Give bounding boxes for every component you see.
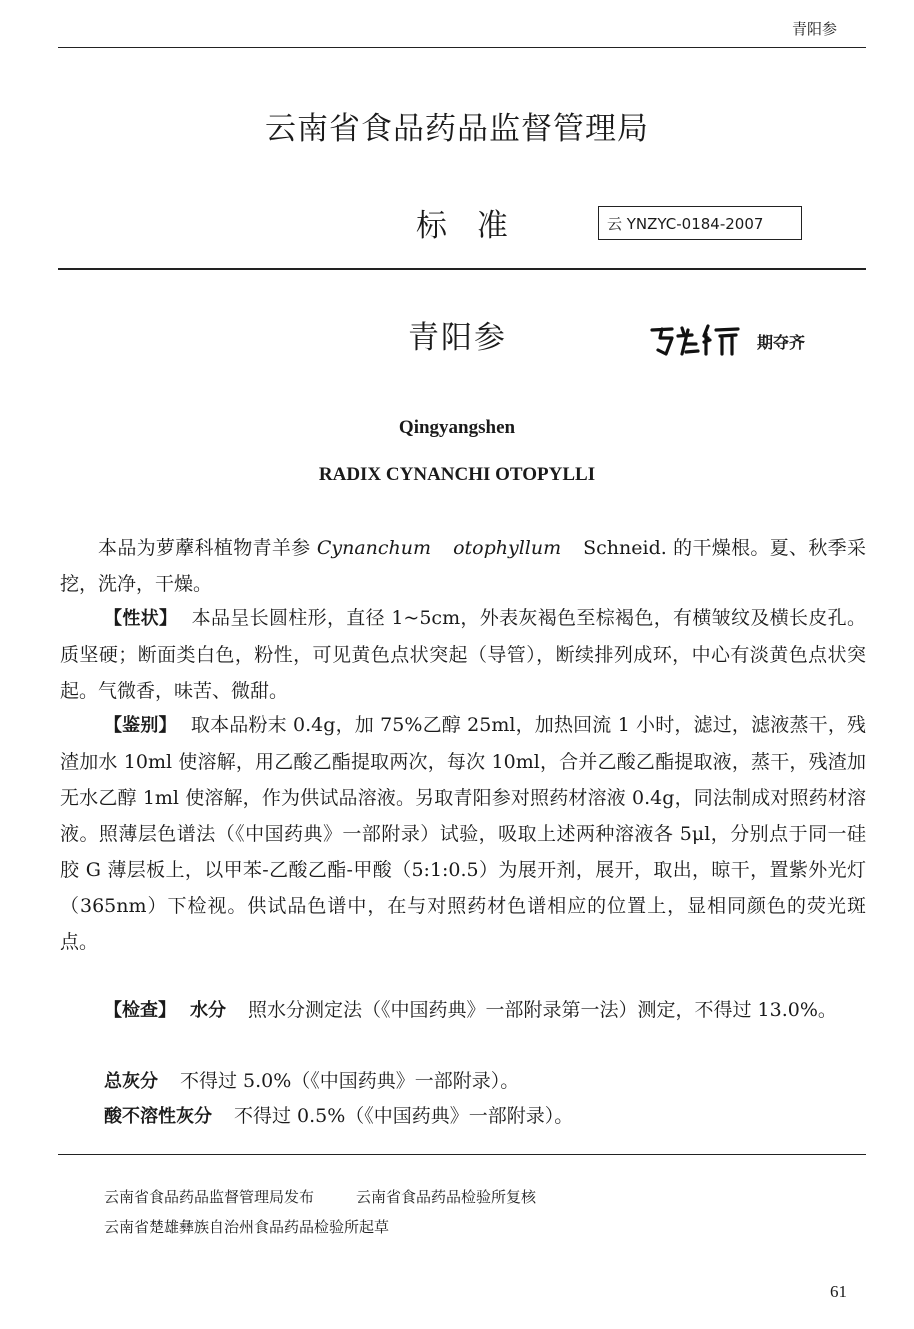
standard-code-box: 云 YNZYC-0184-2007 — [598, 206, 802, 240]
species-epithet: otophyllum — [453, 537, 562, 559]
agency-title: 云南省食品药品监督管理局 — [265, 111, 649, 147]
latin-name: RADIX CYNANCHI OTOPYLLI — [318, 464, 596, 485]
intro-text-2: Schneid. 的干燥根。夏、秋季采挖，洗净，干燥。 — [60, 537, 866, 595]
running-header-title: 青阳参 — [792, 20, 838, 38]
header-rule — [58, 47, 866, 48]
footer-published-by: 云南省食品药品监督管理局发布 — [104, 1188, 315, 1206]
identification-paragraph — [60, 707, 866, 960]
acid-insoluble-ash-line — [60, 1098, 866, 1135]
moisture-text: 照水分测定法（《中国药典》一部附录第一法）测定，不得过 13.0%。 — [248, 999, 837, 1021]
acid-ash-text: 不得过 0.5%（《中国药典》一部附录）。 — [234, 1105, 574, 1127]
inspection-paragraph — [60, 992, 866, 1029]
inspection-heading: 【检查】 — [104, 1000, 176, 1021]
properties-heading: 【性状】 — [104, 608, 178, 629]
species-genus: Cynanchum — [316, 537, 432, 559]
properties-text: 本品呈长圆柱形，直径 1~5cm，外表灰褐色至棕褐色，有横皱纹及横长皮孔。质坚硬；断面类白色，粉性，可见黄色点状突起（导管），断续排列成环，中心有淡黄色点状突起。气微香，味苦、微甜。 — [60, 607, 867, 702]
properties-paragraph — [60, 600, 866, 709]
moisture-term: 水分 — [190, 1000, 226, 1021]
handwritten-signature — [648, 320, 744, 358]
total-ash-line — [60, 1063, 866, 1100]
page-number: 61 — [830, 1282, 847, 1301]
identification-heading: 【鉴别】 — [104, 715, 177, 736]
title-rule — [58, 268, 866, 270]
monograph-title: 青阳参 — [408, 320, 507, 356]
footer-rule — [58, 1154, 866, 1155]
intro-paragraph — [60, 530, 866, 602]
standard-label: 标 准 — [416, 208, 518, 244]
acid-ash-term: 酸不溶性灰分 — [104, 1106, 212, 1127]
total-ash-term: 总灰分 — [104, 1071, 158, 1092]
intro-text-1: 本品为萝藦科植物青羊参 — [98, 537, 317, 559]
author-name: 期夺齐 — [757, 333, 806, 352]
pinyin-name: Qingyangshen — [398, 417, 516, 438]
footer-credits-line-1 — [104, 1186, 536, 1207]
identification-text: 取本品粉末 0.4g，加 75%乙醇 25ml，加热回流 1 小时，滤过，滤液蒸干，残渣加水 10ml 使溶解，用乙酸乙酯提取两次，每次 10ml，合并乙酸乙酯提取液，蒸干，残渣加无水乙醇 1ml 使溶解，作为供试品溶液。另取青阳参对照药材溶液 0.4g，同法制成对照药材溶液。照薄层色谱法（《中国药典》一部附录）试验，吸取上述两种溶液各 5μl，分别点于同一硅胶 G 薄层板上，以甲苯-乙酸乙酯-甲酸（5:1:0.5）为展开剂，展开，取出，晾干，置紫外光灯（365nm）下检视。供试品色谱中，在与对照药材色谱相应的位置上，显相同颜色的荧光斑点。 — [60, 714, 866, 953]
total-ash-text: 不得过 5.0%（《中国药典》一部附录）。 — [180, 1070, 520, 1092]
footer-drafted-by: 云南省楚雄彝族自治州食品药品检验所起草 — [104, 1218, 390, 1236]
footer-reviewed-by: 云南省食品药品检验所复核 — [356, 1188, 537, 1206]
